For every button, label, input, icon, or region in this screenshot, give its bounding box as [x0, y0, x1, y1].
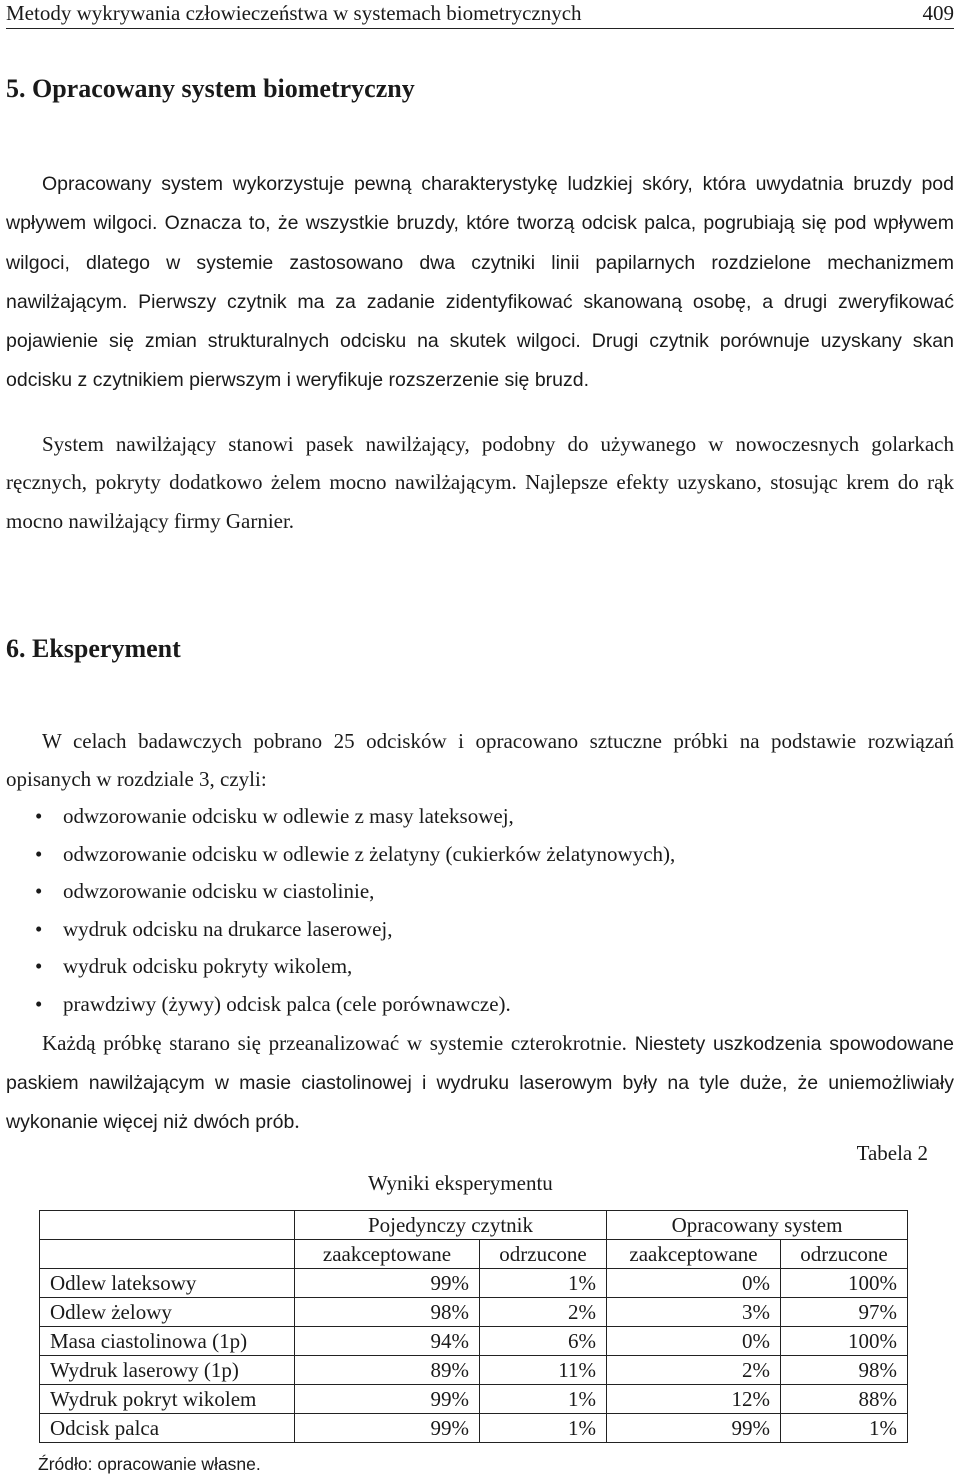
results-table: [39, 1210, 908, 1443]
row-label: Wydruk laserowy (1p): [40, 1356, 295, 1385]
list-item: • prawdziwy (żywy) odcisk palca (cele porównawcze).: [6, 986, 946, 1024]
row-label: Odlew lateksowy: [40, 1269, 295, 1298]
list-item: • odwzorowanie odcisku w odlewie z żelatyny (cukierków żelatynowych),: [6, 836, 946, 874]
table-corner-cell: [40, 1240, 295, 1269]
table-group-header-row: [40, 1211, 908, 1240]
bullet-icon: •: [35, 804, 43, 828]
table-cell: 98%: [781, 1356, 908, 1385]
bullet-icon: •: [35, 991, 43, 1016]
bullet-icon: •: [35, 916, 43, 941]
sub-header: zaakceptowane: [295, 1240, 480, 1269]
table-cell: 99%: [607, 1414, 781, 1443]
sub-header: odrzucone: [781, 1240, 908, 1269]
bullet-icon: •: [35, 841, 43, 866]
section-6-paragraph-1: W celach badawczych pobrano 25 odcisków i opracowano sztuczne próbki na podstawie rozwiązań opisanych w rozdziale 3, czyli:: [6, 729, 954, 791]
table-cell: 97%: [781, 1298, 908, 1327]
table-label: Tabela 2: [856, 1141, 928, 1165]
section-5-heading: 5. Opracowany system biometryczny: [6, 74, 415, 103]
sub-header: zaakceptowane: [607, 1240, 781, 1269]
table-sub-header-row: [40, 1240, 908, 1269]
page-number: 409: [922, 1, 954, 25]
group-header-developed-system: Opracowany system: [607, 1211, 908, 1240]
table-cell: 99%: [295, 1414, 480, 1443]
p4-part-b: Niestety uszkodzenia spowodowane paskiem nawilżającym w masie ciastolinowej i wydruku laserowym były na tyle duże, że uniemożliwiały wykonanie więcej niż dwóch prób: [6, 1033, 954, 1133]
sample-types-list: [6, 798, 946, 1024]
section-6-heading: 6. Eksperyment: [6, 634, 181, 663]
list-item: • odwzorowanie odcisku w odlewie z masy lateksowej,: [6, 798, 946, 836]
table-cell: 12%: [607, 1385, 781, 1414]
table-cell: 1%: [480, 1385, 607, 1414]
table-cell: 6%: [480, 1327, 607, 1356]
running-header: [6, 0, 954, 29]
list-item: • wydruk odcisku na drukarce laserowej,: [6, 911, 946, 949]
row-label: Masa ciastolinowa (1p): [40, 1327, 295, 1356]
table-cell: 1%: [480, 1269, 607, 1298]
table-row: [40, 1356, 908, 1385]
p4-part-a: Każdą próbkę starano się przeanalizować w systemie czterokrotnie.: [42, 1031, 627, 1055]
table-cell: 99%: [295, 1385, 480, 1414]
table-row: [40, 1327, 908, 1356]
table-cell: 0%: [607, 1269, 781, 1298]
table-row: [40, 1269, 908, 1298]
table-cell: 11%: [480, 1356, 607, 1385]
table-cell: 94%: [295, 1327, 480, 1356]
p1-part-a: Opracowany system wykorzystuje pewną charakterystykę ludzkiej skóry, która uwydatnia bruzdy pod wpływem wilgoci.: [6, 173, 954, 235]
table-cell: 1%: [480, 1414, 607, 1443]
p1-part-d: Drugi czytnik porównuje uzyskany skan odcisku z czytnikiem pierwszym i weryfikuje rozszerzenie się bruzd.: [6, 330, 954, 392]
table-cell: 98%: [295, 1298, 480, 1327]
table-cell: 1%: [781, 1414, 908, 1443]
table-caption: Wyniki eksperymentu: [368, 1171, 553, 1195]
section-5-paragraph-1: [6, 164, 954, 400]
table-cell: 2%: [607, 1356, 781, 1385]
table-row: [40, 1298, 908, 1327]
table-source-note: [38, 1451, 261, 1478]
p4-end: .: [294, 1109, 300, 1133]
table-cell: 100%: [781, 1327, 908, 1356]
row-label: Wydruk pokryt wikolem: [40, 1385, 295, 1414]
list-item: • odwzorowanie odcisku w ciastolinie,: [6, 873, 946, 911]
list-item: • wydruk odcisku pokryty wikolem,: [6, 948, 946, 986]
running-header-title: Metody wykrywania człowieczeństwa w systemach biometrycznych: [6, 1, 582, 25]
group-header-single-reader: Pojedynczy czytnik: [295, 1211, 607, 1240]
bullet-icon: •: [35, 879, 43, 904]
section-6-paragraph-2: [6, 1024, 954, 1141]
table-cell: 0%: [607, 1327, 781, 1356]
table-cell: 2%: [480, 1298, 607, 1327]
table-row: [40, 1385, 908, 1414]
table-cell: 100%: [781, 1269, 908, 1298]
p1-part-c: Pierwszy czytnik ma za zadanie zidentyfikować skanowaną osobę, a drugi zweryfikować pojawienie się zmian strukturalnych odcisku na skutek wilgoci.: [6, 290, 954, 353]
row-label: Odcisk palca: [40, 1414, 295, 1443]
table-cell: 88%: [781, 1385, 908, 1414]
bullet-icon: •: [35, 954, 43, 979]
table-corner-cell: [40, 1211, 295, 1240]
source-label: Źródło: [38, 1454, 88, 1474]
row-label: Odlew żelowy: [40, 1298, 295, 1327]
table-cell: 99%: [295, 1269, 480, 1298]
table-cell: 3%: [607, 1298, 781, 1327]
sub-header: odrzucone: [480, 1240, 607, 1269]
table-cell: 89%: [295, 1356, 480, 1385]
table-row: [40, 1414, 908, 1443]
section-5-paragraph-2: System nawilżający stanowi pasek nawilżający, podobny do używanego w nowoczesnych golarkach ręcznych, pokryty dodatkowo żelem mocno nawilżającym. Najlepsze efekty uzyskano, stosując krem do rąk mocno nawilżający firmy Garnier.: [6, 432, 954, 533]
p1-part-b: Oznacza to, że wszystkie bruzdy, które tworzą odcisk palca, pogrubiają się pod wpływem wilgoci, dlatego w systemie zastosowano dwa czytniki linii papilarnych rozdzielone mechanizmem nawilżającym.: [6, 212, 954, 313]
source-text: : opracowanie własne.: [87, 1454, 261, 1474]
